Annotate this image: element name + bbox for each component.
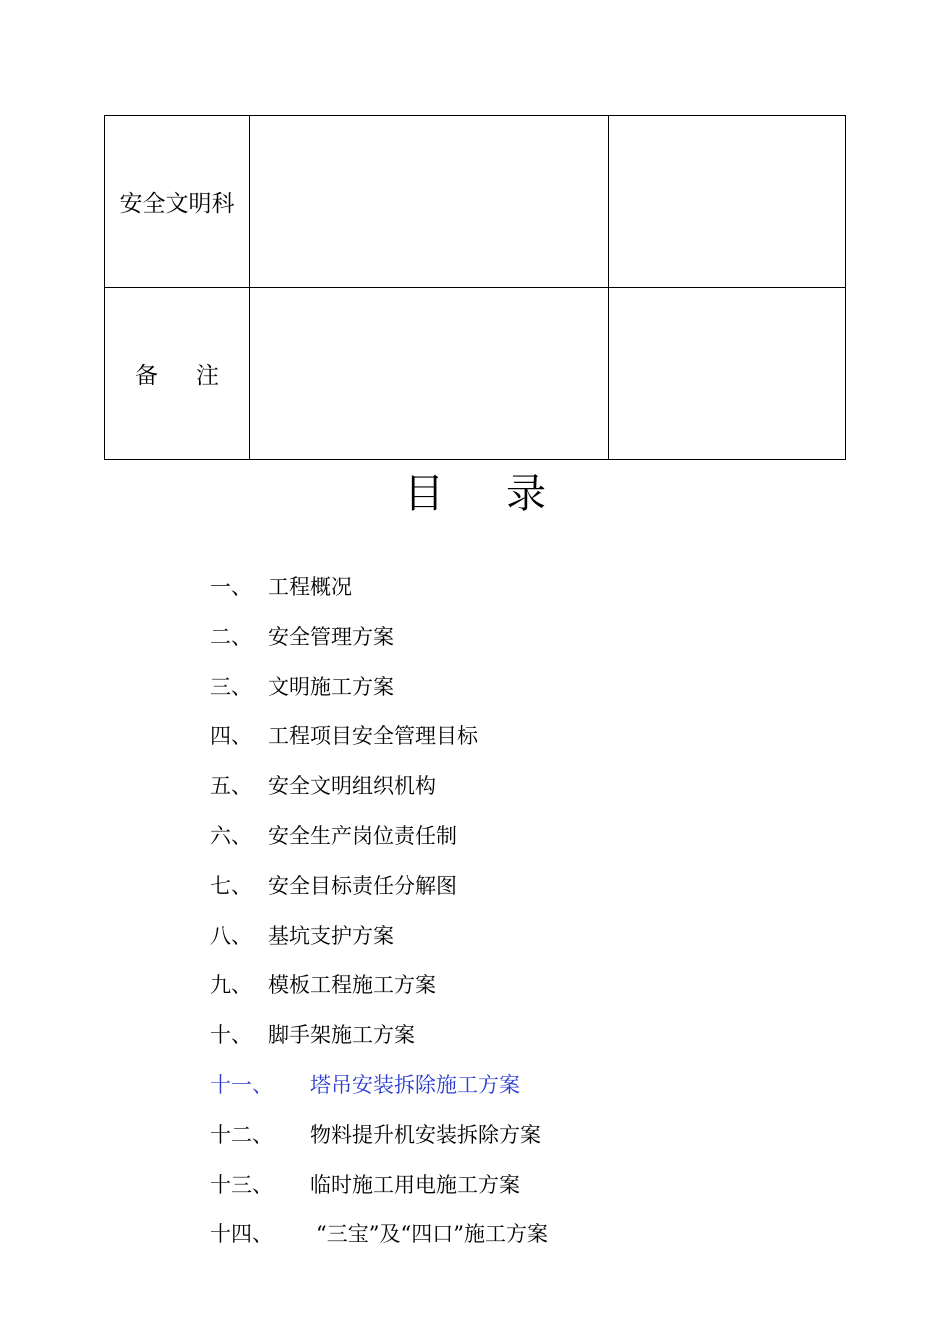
toc-item[interactable] [210, 918, 548, 968]
table-row [105, 288, 846, 460]
row-label [105, 116, 250, 288]
toc-item[interactable] [210, 569, 548, 619]
toc-item-number: 三、 [210, 674, 252, 699]
toc-item-text: 安全目标责任分解图 [268, 873, 457, 898]
toc-item[interactable] [210, 1216, 548, 1266]
signature-cell [250, 116, 609, 288]
toc-item-text: 脚手架施工方案 [268, 1023, 415, 1048]
toc-item-text: 安全管理方案 [268, 624, 394, 649]
row-label-text: 备 [135, 363, 158, 389]
toc-item-number: 十四、 [210, 1222, 273, 1247]
toc-item-text: 安全文明组织机构 [268, 774, 436, 799]
row-label [105, 288, 250, 460]
row-label-text: 注 [196, 363, 219, 389]
toc-item-number: 六、 [210, 823, 252, 848]
toc-item[interactable] [210, 768, 548, 818]
toc-item-text: “三宝”及“四口”施工方案 [316, 1222, 548, 1247]
toc-item-number: 八、 [210, 923, 252, 948]
date-cell [609, 288, 846, 460]
toc-item-number: 十、 [210, 1023, 252, 1048]
toc-title [0, 462, 950, 519]
toc-item-text: 文明施工方案 [268, 674, 394, 699]
toc-item-number: 九、 [210, 973, 252, 998]
toc-item[interactable] [210, 967, 548, 1017]
row-label-text: 安全文明科 [119, 191, 235, 217]
toc-item-number: 七、 [210, 873, 252, 898]
toc-item[interactable] [210, 818, 548, 868]
toc-item[interactable] [210, 619, 548, 669]
toc-item-number: 十一、 [210, 1072, 273, 1097]
toc-item-text: 工程项目安全管理目标 [268, 724, 478, 749]
toc-item-text: 基坑支护方案 [268, 923, 394, 948]
toc-item-number: 一、 [210, 575, 252, 599]
table-row [105, 116, 846, 288]
toc-item-text: 临时施工用电施工方案 [310, 1172, 520, 1197]
toc-item[interactable] [210, 1117, 548, 1167]
toc-item[interactable] [210, 1167, 548, 1217]
toc-item-number: 二、 [210, 624, 252, 649]
toc-item-text: 工程概况 [268, 575, 352, 599]
toc-item[interactable] [210, 669, 548, 719]
toc-item-number: 十三、 [210, 1172, 273, 1197]
toc-item-text: 安全生产岗位责任制 [268, 823, 457, 848]
date-cell [609, 116, 846, 288]
toc-item-link[interactable] [210, 1067, 548, 1117]
toc-item-number: 四、 [210, 724, 252, 749]
toc-item-text: 塔吊安装拆除施工方案 [310, 1072, 520, 1097]
table-of-contents [210, 569, 548, 1266]
toc-item[interactable] [210, 1017, 548, 1067]
toc-title-char: 录 [506, 471, 546, 517]
toc-item-number: 五、 [210, 774, 252, 799]
toc-item-number: 十二、 [210, 1122, 273, 1147]
signature-cell [250, 288, 609, 460]
toc-item-text: 物料提升机安装拆除方案 [310, 1122, 541, 1147]
toc-item-text: 模板工程施工方案 [268, 973, 436, 998]
toc-item[interactable] [210, 718, 548, 768]
toc-title-char: 目 [404, 471, 444, 517]
signature-table [104, 115, 846, 460]
toc-item[interactable] [210, 868, 548, 918]
